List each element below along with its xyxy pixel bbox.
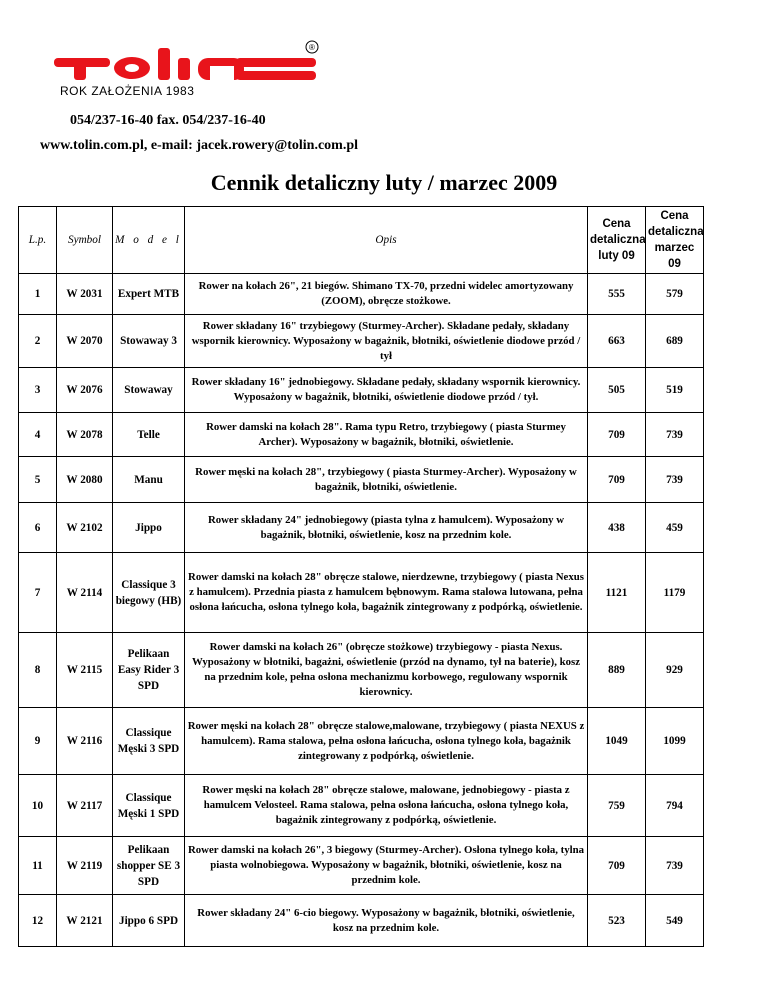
- cell-desc: Rower damski na kołach 28" obręcze stalowe, nierdzewne, trzybiegowy ( piasta Nexus z hamulcem). Przednia piasta z hamulcem bębnowym. Rama stalowa lutowana, pełna osłona łańcucha, osłona tylnego koła, bagażnik zintegrowany z podpórką, oświetlenie.: [185, 553, 588, 633]
- table-row: [19, 457, 704, 503]
- cell-lp: 7: [19, 553, 57, 633]
- cell-symbol: W 2070: [57, 315, 113, 368]
- cell-price-feb: 889: [588, 633, 646, 708]
- cell-price-mar: 459: [646, 503, 704, 553]
- price-feb-line-1: Cena: [602, 218, 631, 230]
- web-email: www.tolin.com.pl, e-mail: jacek.rowery@tolin.com.pl: [40, 138, 358, 153]
- cell-model: Pelikaan shopper SE 3 SPD: [113, 837, 185, 895]
- cell-model: Manu: [113, 457, 185, 503]
- table-row: [19, 775, 704, 837]
- cell-symbol: W 2080: [57, 457, 113, 503]
- cell-price-feb: 709: [588, 837, 646, 895]
- cell-price-feb: 555: [588, 274, 646, 315]
- cell-desc: Rower składany 24" jednobiegowy (piasta tylna z hamulcem). Wyposażony w bagażnik, błotniki, oświetlenie, kosz na przednim kole.: [185, 503, 588, 553]
- table-row: [19, 895, 704, 947]
- cell-price-feb: 505: [588, 368, 646, 413]
- cell-desc: Rower męski na kołach 28" obręcze stalowe,malowane, trzybiegowy ( piasta NEXUS z hamulcem). Rama stalowa, pełna osłona łańcucha, osłona tylnego koła, bagażnik zintegrowany z podpórką, oświetlenie.: [185, 708, 588, 775]
- cell-lp: 12: [19, 895, 57, 947]
- cell-price-mar: 794: [646, 775, 704, 837]
- cell-model: Expert MTB: [113, 274, 185, 315]
- cell-symbol: W 2121: [57, 895, 113, 947]
- table-row: [19, 274, 704, 315]
- table-row: [19, 503, 704, 553]
- cell-symbol: W 2119: [57, 837, 113, 895]
- table-row: [19, 368, 704, 413]
- founded-text: ROK ZAŁOŻENIA 1983: [60, 84, 195, 98]
- cell-lp: 5: [19, 457, 57, 503]
- col-model: M o d e l: [113, 207, 185, 274]
- cell-price-mar: 689: [646, 315, 704, 368]
- cell-price-mar: 1099: [646, 708, 704, 775]
- cell-price-mar: 549: [646, 895, 704, 947]
- cell-price-feb: 709: [588, 457, 646, 503]
- col-lp: L.p.: [19, 207, 57, 274]
- cell-model: Stowaway: [113, 368, 185, 413]
- cell-symbol: W 2078: [57, 413, 113, 457]
- table-row: [19, 315, 704, 368]
- cell-lp: 10: [19, 775, 57, 837]
- cell-lp: 8: [19, 633, 57, 708]
- cell-desc: Rower damski na kołach 28". Rama typu Retro, trzybiegowy ( piasta Sturmey Archer). Wyposażony w bagażnik, błotniki, oświetlenie.: [185, 413, 588, 457]
- price-table: [18, 206, 704, 947]
- cell-model: Classique Męski 1 SPD: [113, 775, 185, 837]
- header-row: [19, 207, 704, 274]
- cell-price-mar: 579: [646, 274, 704, 315]
- table-row: [19, 708, 704, 775]
- cell-symbol: W 2076: [57, 368, 113, 413]
- cell-desc: Rower składany 24" 6-cio biegowy. Wyposażony w bagażnik, błotniki, oświetlenie, kosz na przednim kole.: [185, 895, 588, 947]
- cell-price-feb: 1121: [588, 553, 646, 633]
- col-opis: Opis: [185, 207, 588, 274]
- cell-desc: Rower składany 16" trzybiegowy (Sturmey-Archer). Składane pedały, składany wspornik kierownicy. Wyposażony w bagażnik, błotniki, oświetlenie diodowe przód / tył: [185, 315, 588, 368]
- cell-price-mar: 929: [646, 633, 704, 708]
- cell-price-feb: 523: [588, 895, 646, 947]
- table-row: [19, 837, 704, 895]
- cell-symbol: W 2116: [57, 708, 113, 775]
- cell-price-mar: 739: [646, 837, 704, 895]
- table-row: [19, 413, 704, 457]
- cell-desc: Rower męski na kołach 28", trzybiegowy ( piasta Sturmey-Archer). Wyposażony w bagażnik, błotniki, oświetlenie.: [185, 457, 588, 503]
- table-row: [19, 553, 704, 633]
- cell-price-feb: 663: [588, 315, 646, 368]
- cell-price-feb: 759: [588, 775, 646, 837]
- page-title: Cennik detaliczny luty / marzec 2009: [210, 170, 558, 195]
- cell-symbol: W 2031: [57, 274, 113, 315]
- cell-desc: Rower na kołach 26", 21 biegów. Shimano TX-70, przedni widelec amortyzowany (ZOOM), obręcze stożkowe.: [185, 274, 588, 315]
- cell-symbol: W 2117: [57, 775, 113, 837]
- cell-price-mar: 1179: [646, 553, 704, 633]
- registered-mark: ®: [309, 43, 315, 52]
- cell-price-mar: 739: [646, 457, 704, 503]
- col-symbol: Symbol: [57, 207, 113, 274]
- price-feb-line-2: detaliczna: [590, 234, 646, 246]
- cell-model: Jippo: [113, 503, 185, 553]
- cell-desc: Rower damski na kołach 26", 3 biegowy (Sturmey-Archer). Osłona tylnego koła, tylna piasta wolnobiegowa. Wyposażony w bagażnik, błotniki, oświetlenie, kosz na przednim kole.: [185, 837, 588, 895]
- cell-price-feb: 438: [588, 503, 646, 553]
- cell-lp: 11: [19, 837, 57, 895]
- cell-lp: 1: [19, 274, 57, 315]
- cell-desc: Rower męski na kołach 28" obręcze stalowe, malowane, jednobiegowy - piasta z hamulcem Velosteel. Rama stalowa, pełna osłona łańcucha, osłona tylnego koła, bagażnik zintegrowany z podpórką, oświetlenie.: [185, 775, 588, 837]
- price-mar-line-1: Cena: [660, 210, 689, 222]
- cell-lp: 6: [19, 503, 57, 553]
- cell-lp: 2: [19, 315, 57, 368]
- cell-model: Classique 3 biegowy (HB): [113, 553, 185, 633]
- cell-model: Pelikaan Easy Rider 3 SPD: [113, 633, 185, 708]
- cell-desc: Rower składany 16" jednobiegowy. Składane pedały, składany wspornik kierownicy. Wyposażony w bagażnik, błotniki, oświetlenie diodowe przód / tył.: [185, 368, 588, 413]
- cell-symbol: W 2114: [57, 553, 113, 633]
- cell-lp: 4: [19, 413, 57, 457]
- cell-symbol: W 2115: [57, 633, 113, 708]
- price-mar-line-2: detaliczna: [648, 226, 704, 238]
- cell-model: Classique Męski 3 SPD: [113, 708, 185, 775]
- price-feb-line-3: luty 09: [598, 250, 635, 262]
- cell-price-feb: 1049: [588, 708, 646, 775]
- phone-fax: 054/237-16-40 fax. 054/237-16-40: [70, 113, 266, 128]
- col-price-mar: [646, 207, 704, 274]
- cell-lp: 9: [19, 708, 57, 775]
- price-mar-line-3: marzec 09: [654, 242, 695, 270]
- cell-model: Telle: [113, 413, 185, 457]
- cell-model: Stowaway 3: [113, 315, 185, 368]
- cell-lp: 3: [19, 368, 57, 413]
- cell-desc: Rower damski na kołach 26" (obręcze stożkowe) trzybiegowy - piasta Nexus. Wyposażony w błotniki, bagażni, oświetlenie (przód na dynamo, tył na baterie), kosz na przednim kole, pełna osłona mechanizmu korbowego, regulowany wspornik kierownicy.: [185, 633, 588, 708]
- cell-price-feb: 709: [588, 413, 646, 457]
- cell-model: Jippo 6 SPD: [113, 895, 185, 947]
- col-price-feb: [588, 207, 646, 274]
- cell-price-mar: 739: [646, 413, 704, 457]
- cell-price-mar: 519: [646, 368, 704, 413]
- table-row: [19, 633, 704, 708]
- cell-symbol: W 2102: [57, 503, 113, 553]
